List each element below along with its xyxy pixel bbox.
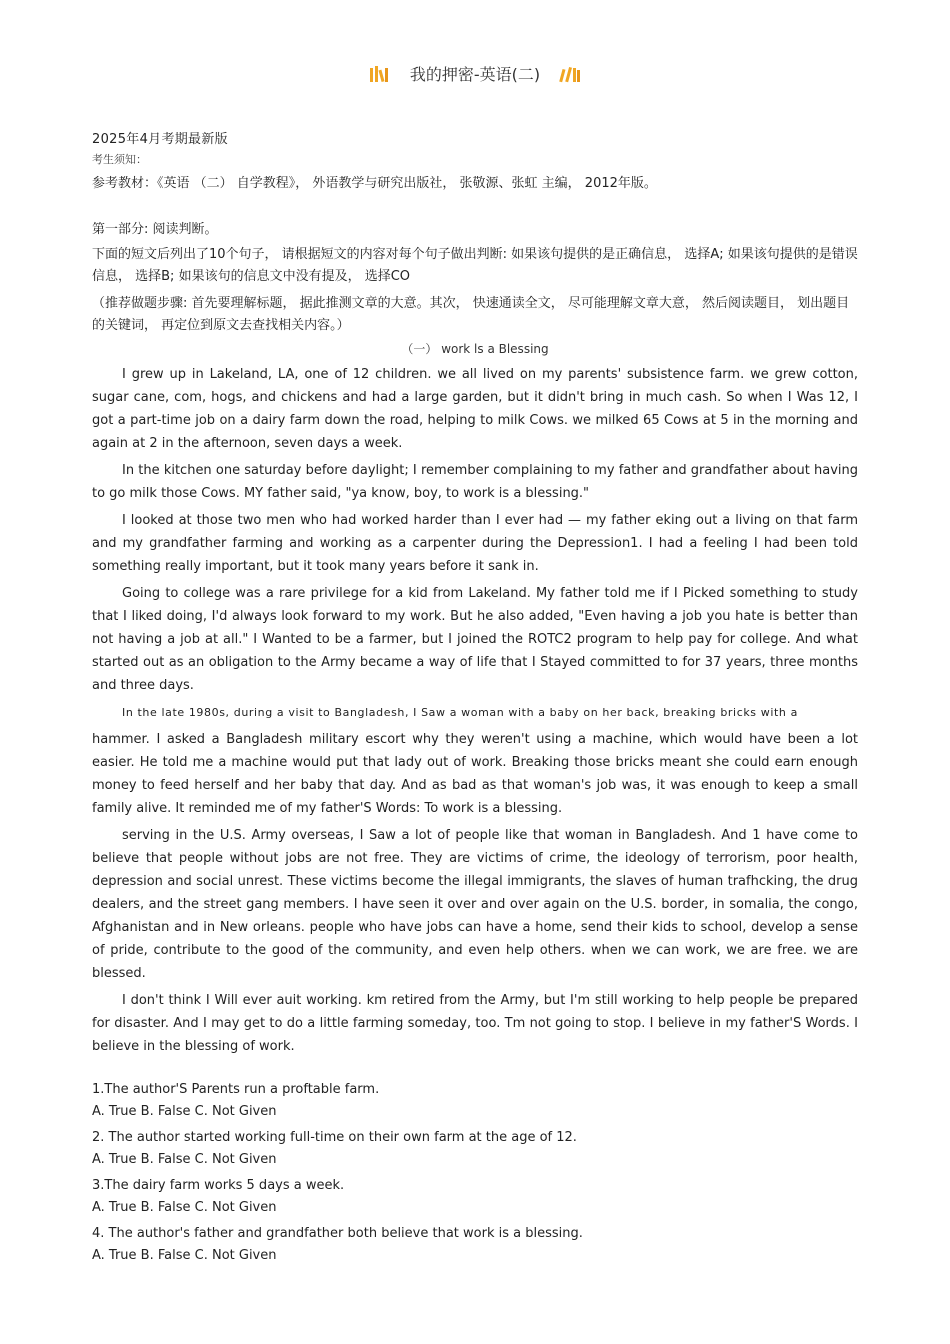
passage-paragraph: I looked at those two men who had worked harder than I ever had — my father eking out a living on that farm and my grandfather farming and working as a carpenter during the Depression1. I had a feeling I had been told something really important, but it took many years before it sank in. bbox=[92, 513, 858, 574]
passage-paragraph: Going to college was a rare privilege for a kid from Lakeland. My father told me if I Picked something to study that I liked doing, I'd always look forward to my work. But he also added, "Even having a job you hate is better than not having a job at all." I Wanted to be a farmer, but I joined the ROTC2 program to help pay for college. And what started out as an obligation to the Army became a way of life that I Stayed committed to for 37 years, three months and three days. bbox=[92, 586, 858, 693]
question-text: 2. The author started working full-time on their own farm at the age of 12. bbox=[92, 1130, 577, 1145]
section-heading: 第一部分: 阅读判断。 bbox=[92, 222, 218, 237]
passage-title: （一） work ls a Blessing bbox=[401, 342, 549, 356]
question-options: A. True B. False C. Not Given bbox=[92, 1248, 277, 1263]
textbook-reference: 参考教材：《英语 （二） 自学教程》， 外语教学与研究出版社， 张敬源、张虹 主编， 2012年版。 bbox=[92, 176, 657, 191]
question-text: 3.The dairy farm works 5 days a week. bbox=[92, 1178, 345, 1193]
passage-paragraph: I don't think I Will ever auit working. km retired from the Army, but I'm still working to help people be prepared for disaster. And I may get to do a little farming someday, too. Tm not going to stop. I believe in my father'S Words. I believe in the blessing of work. bbox=[92, 993, 858, 1054]
question-text: 1.The author'S Parents run a proftable farm. bbox=[92, 1082, 380, 1097]
question-list bbox=[92, 1079, 858, 1271]
passage-paragraph: serving in the U.S. Army overseas, I Saw a lot of people like that woman in Bangladesh. And 1 have come to believe that people without jobs are not free. They are victims of crime, the ideology of terrorism, poor health, depression and social unrest. These victims become the illegal immigrants, the slaves of human trafhcking, the drug dealers, and the street gang members. I have seen it over and over again on the U.S. border, in somalia, the congo, Afghanistan and in New orleans. people who have jobs can have a home, send their kids to school, develop a sense of pride, contribute to the good of the community, and even help others. when we can work, we are free. we are blessed. bbox=[92, 828, 858, 981]
passage-paragraph: hammer. I asked a Bangladesh military escort why they weren't using a machine, which would have been a lot easier. He told me a machine would put that lady out of work. Breaking those bricks meant she could earn enough money to feed herself and her baby that day. And as bad as that woman's job was, it was enough to keep a small family alive. It reminded me of my father'S Words: To work is a blessing. bbox=[92, 732, 858, 816]
books-logo-icon bbox=[559, 65, 581, 83]
question-options: A. True B. False C. Not Given bbox=[92, 1104, 277, 1119]
question-options: A. True B. False C. Not Given bbox=[92, 1152, 277, 1167]
books-logo-icon bbox=[369, 65, 391, 83]
question-options: A. True B. False C. Not Given bbox=[92, 1200, 277, 1215]
passage-paragraph: I grew up in Lakeland, LA, one of 12 children. we all lived on my parents' subsistence farm. we grew cotton, sugar cane, com, hogs, and chickens and had a large garden, but it didn't bring in much cash. So when I Was 12, I got a part-time job on a dairy farm down the road, helping to milk Cows. we milked 65 Cows at 5 in the morning and again at 2 in the afternoon, seven days a week. bbox=[92, 367, 858, 451]
passage-paragraph: In the late 1980s, during a visit to Bangladesh, I Saw a woman with a baby on her back, breaking bricks with a bbox=[122, 706, 798, 719]
question-text: 4. The author's father and grandfather both believe that work is a blessing. bbox=[92, 1226, 583, 1241]
passage-body bbox=[92, 363, 858, 1062]
passage-paragraph: In the kitchen one saturday before daylight; I remember complaining to my father and grandfather about having to go milk those Cows. MY father said, "ya know, boy, to work is a blessing." bbox=[92, 463, 858, 501]
section-instructions: 下面的短文后列出了10个句子， 请根据短文的内容对每个句子做出判断: 如果该句提供的是正确信息， 选择A; 如果该句提供的是错误信息， 选择B; 如果该句的信息文中没有提及， 选择CO bbox=[92, 247, 858, 284]
page-title: 我的押密-英语(二) bbox=[409, 65, 541, 84]
section-tip: （推荐做题步骤: 首先要理解标题， 据此推测文章的大意。其次， 快速通读全文， 尽可能理解文章大意， 然后阅读题目， 划出题目的关键词， 再定位到原文去查找相关内容。） bbox=[92, 296, 850, 333]
page-header bbox=[0, 62, 950, 85]
notice-label: 考生须知： bbox=[92, 153, 147, 166]
edition-label: 2025年4月考期最新版 bbox=[92, 132, 228, 147]
